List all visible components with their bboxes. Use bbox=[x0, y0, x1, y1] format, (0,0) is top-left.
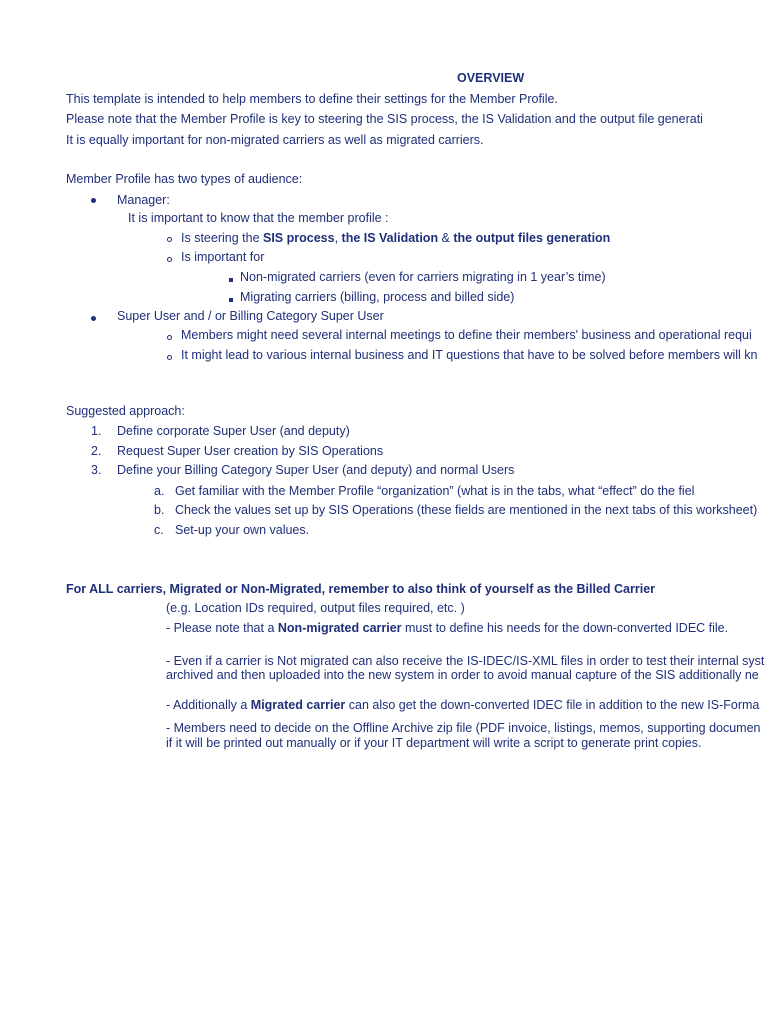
approach-heading: Suggested approach: bbox=[66, 404, 185, 418]
audience-heading-text: Member Profile has two types of audience: bbox=[66, 172, 303, 186]
meetings-line: Members might need several internal meetings to define their members' business and operational requi bbox=[181, 328, 752, 342]
note-4-line-1: - Members need to decide on the Offline Archive zip file (PDF invoice, listings, memos, supporting documen bbox=[166, 721, 761, 735]
note-1-prefix: - Please note that a bbox=[166, 621, 278, 635]
intro-line-2: Please note that the Member Profile is key to steering the SIS process, the IS Validation and the output file generati bbox=[66, 112, 703, 126]
steering-line bbox=[181, 230, 610, 246]
note-1 bbox=[166, 620, 728, 636]
step-1-number: 1. bbox=[91, 424, 102, 438]
steer-mid2: & bbox=[438, 231, 454, 245]
carriers-eg: (e.g. Location IDs required, output files required, etc. ) bbox=[166, 601, 465, 615]
sub-b-label: b. bbox=[154, 503, 165, 517]
bullet-dot-icon bbox=[91, 191, 96, 207]
note-1-bold: Non-migrated carrier bbox=[277, 621, 402, 635]
nonmigrated-line: Non-migrated carriers (even for carriers migrating in 1 year’s time) bbox=[240, 270, 606, 284]
bullet-circle-icon bbox=[167, 230, 172, 246]
note-3-bold: Migrated carrier bbox=[250, 698, 346, 712]
sub-b: Check the values set up by SIS Operations (these fields are mentioned in the next tabs of this worksheet) bbox=[175, 503, 758, 517]
manager-note: It is important to know that the member profile : bbox=[128, 211, 389, 225]
steer-mid1: , bbox=[334, 231, 342, 245]
super-user-label: Super User and / or Billing Category Super User bbox=[117, 309, 384, 323]
step-2-number: 2. bbox=[91, 444, 102, 458]
migrating-line: Migrating carriers (billing, process and billed side) bbox=[240, 290, 515, 304]
overview-title: OVERVIEW bbox=[457, 71, 525, 85]
step-1: Define corporate Super User (and deputy) bbox=[117, 424, 350, 438]
step-2: Request Super User creation by SIS Operations bbox=[117, 444, 384, 458]
sub-a-label: a. bbox=[154, 484, 165, 498]
manager-label: Manager: bbox=[117, 193, 170, 207]
intro-line-1: This template is intended to help members to define their settings for the Member Profile. bbox=[66, 92, 558, 106]
step-3: Define your Billing Category Super User (and deputy) and normal Users bbox=[117, 463, 515, 477]
bullet-circle-icon bbox=[167, 328, 172, 344]
bullet-circle-icon bbox=[167, 348, 172, 364]
steer-is: the IS Validation bbox=[341, 231, 439, 245]
note-1-suffix: must to define his needs for the down-converted IDEC file. bbox=[401, 621, 729, 635]
bullet-square-icon bbox=[229, 290, 233, 306]
sub-c: Set-up your own values. bbox=[175, 523, 310, 537]
note-4-line-2: if it will be printed out manually or if your IT department will write a script to generate print copies. bbox=[166, 736, 702, 750]
questions-line: It might lead to various internal business and IT questions that have to be solved before members will kn bbox=[181, 348, 758, 362]
bullet-square-icon bbox=[229, 270, 233, 286]
audience-heading bbox=[66, 171, 302, 187]
important-for: Is important for bbox=[181, 250, 265, 264]
steer-sis: SIS process bbox=[263, 231, 335, 245]
sub-c-label: c. bbox=[154, 523, 164, 537]
note-3-prefix: - Additionally a bbox=[166, 698, 251, 712]
note-3 bbox=[166, 697, 759, 713]
carriers-heading: For ALL carriers, Migrated or Non-Migrated, remember to also think of yourself as the Billed Carrier bbox=[66, 582, 656, 596]
steer-output: the output files generation bbox=[453, 231, 611, 245]
steer-prefix: Is steering the bbox=[181, 231, 263, 245]
sub-a: Get familiar with the Member Profile “organization” (what is in the tabs, what “effect” do the fiel bbox=[175, 484, 695, 498]
note-3-suffix: can also get the down-converted IDEC file in addition to the new IS-Forma bbox=[345, 698, 760, 712]
bullet-dot-icon bbox=[91, 309, 96, 325]
intro-line-3: It is equally important for non-migrated carriers as well as migrated carriers. bbox=[66, 133, 484, 147]
note-2-line-1: - Even if a carrier is Not migrated can also receive the IS-IDEC/IS-XML files in order to test their internal syst bbox=[166, 654, 765, 668]
bullet-circle-icon bbox=[167, 250, 172, 266]
step-3-number: 3. bbox=[91, 463, 102, 477]
note-2-line-2: archived and then uploaded into the new system in order to avoid manual capture of the SIS additionally ne bbox=[166, 668, 759, 682]
